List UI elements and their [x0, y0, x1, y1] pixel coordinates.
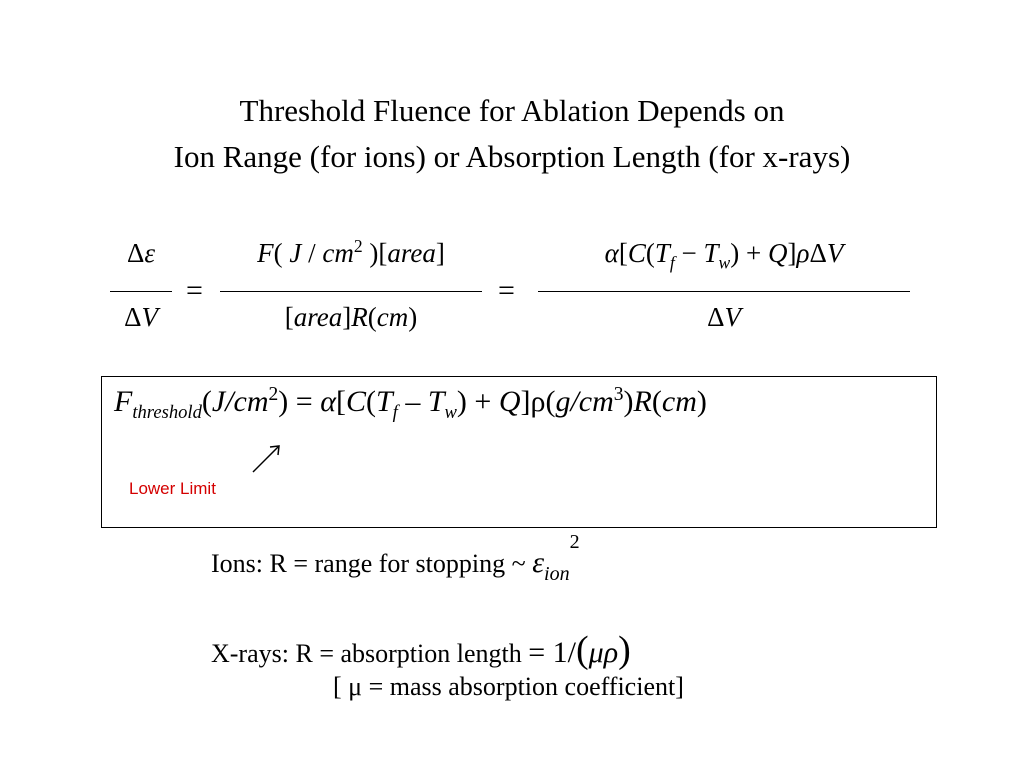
xrays-line — [211, 628, 631, 672]
title-line-1: Threshold Fluence for Ablation Depends on — [239, 93, 785, 128]
equals-sign-2: = — [498, 274, 515, 307]
epsilon-subscript: ion — [544, 563, 570, 585]
epsilon-superscript: 2 — [569, 531, 580, 553]
lhs-numerator: Δε — [126, 238, 155, 268]
mu-note: [ μ = mass absorption coefficient] — [333, 672, 684, 701]
lhs-denominator: ΔV — [124, 302, 158, 332]
rhs-numerator: $\alpha[C(T_f - T_w) + Q]\rho\Delta V$ — [604, 238, 844, 273]
threshold-fluence-formula: $F_{threshold}(J/cm^2) = \alpha[C(T_f - T_w) + Q]\rho(g/cm^3)R(cm)$ — [114, 384, 707, 423]
mid-denominator: [area]R(cm) — [284, 302, 418, 332]
absorption-expression: = 1/(μρ) — [528, 629, 631, 671]
epsilon: ε — [532, 546, 545, 579]
xrays-text: X-rays: R = absorption length — [211, 639, 522, 668]
energy-density-equation — [110, 238, 910, 348]
ions-text: Ions: R = range for stopping — [211, 549, 506, 578]
lower-limit-label: Lower Limit — [129, 479, 216, 498]
equals-sign: = — [186, 274, 203, 307]
mid-numerator: F( J / $cm^2$ )[area] — [257, 236, 445, 268]
threshold-fluence-box — [101, 376, 937, 528]
ions-line — [211, 531, 580, 585]
title-line-2: Ion Range (for ions) or Absorption Length (for x-rays) — [173, 139, 851, 174]
pointer-arrow-icon — [250, 441, 284, 475]
rhs-denominator: ΔV — [707, 302, 741, 332]
tilde: ~ — [511, 549, 526, 578]
slide-title — [0, 88, 1024, 180]
